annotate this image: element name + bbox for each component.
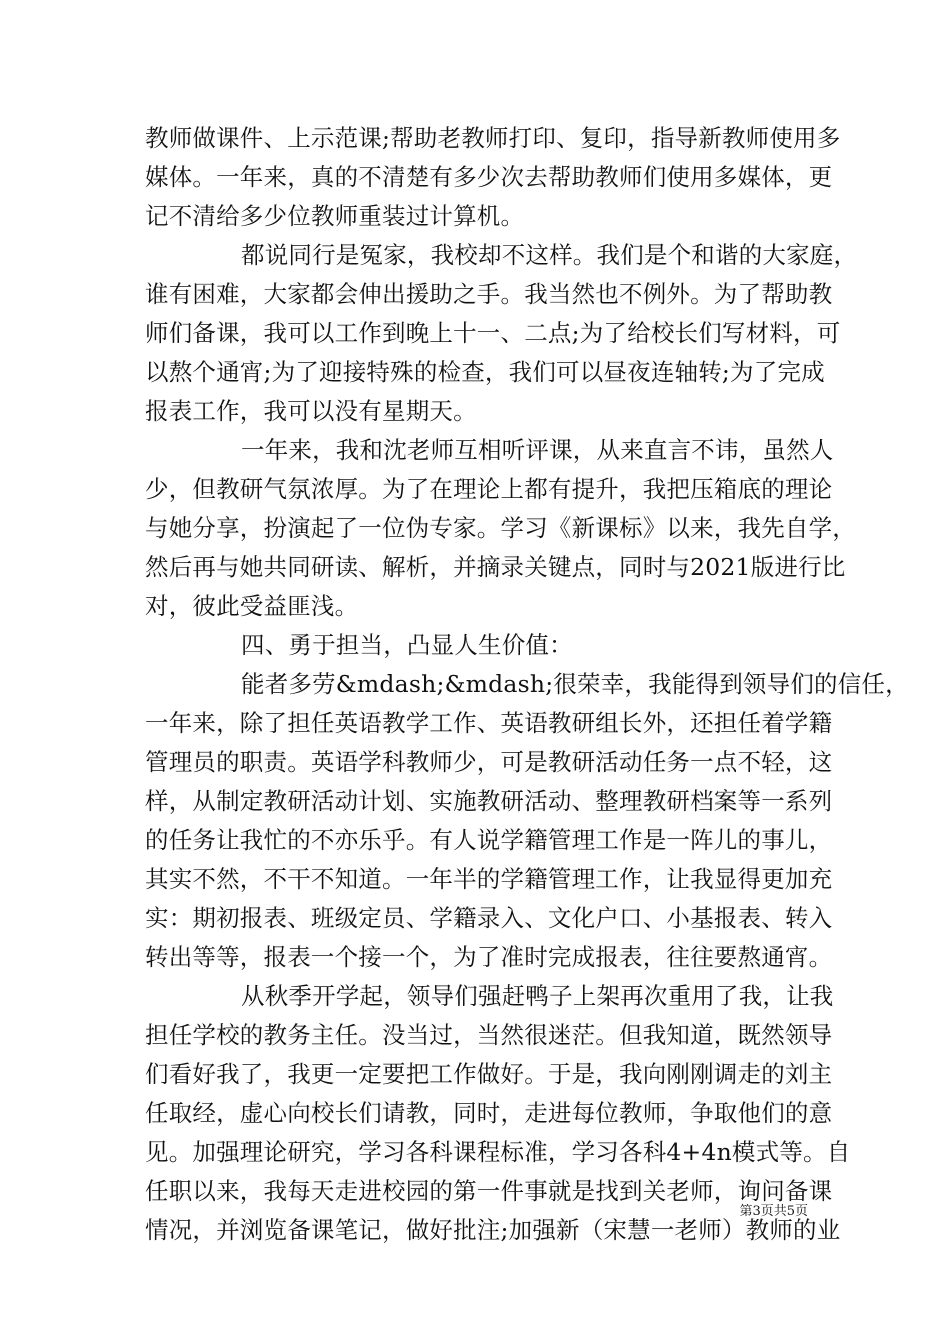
text-line: 其实不然，不干不知道。一年半的学籍管理工作，让我显得更加充: [145, 865, 833, 893]
text-line: 师们备课，我可以工作到晚上十一、二点;为了给校长们写材料，可: [145, 319, 841, 347]
text-line: 任职以来，我每天走进校园的第一件事就是找到关老师，询问备课: [145, 1177, 833, 1205]
text-line: 教师做课件、上示范课;帮助老教师打印、复印，指导新教师使用多: [145, 124, 841, 152]
text-line: 媒体。一年来，真的不清楚有多少次去帮助教师们使用多媒体，更: [145, 163, 833, 191]
text-line: 以熬个通宵;为了迎接特殊的检查，我们可以昼夜连轴转;为了完成: [145, 358, 825, 386]
text-line: 任取经，虚心向校长们请教，同时，走进每位教师，争取他们的意: [145, 1099, 833, 1127]
page-number-footer: 第3页共5页: [739, 1204, 808, 1219]
paragraph-start-line: 从秋季开学起，领导们强赶鸭子上架再次重用了我，让我: [241, 982, 834, 1010]
text-line: 一年来，除了担任英语教学工作、英语教研组长外，还担任着学籍: [145, 709, 833, 737]
text-line: 实：期初报表、班级定员、学籍录入、文化户口、小基报表、转入: [145, 904, 833, 932]
text-line: 样，从制定教研活动计划、实施教研活动、整理教研档案等一系列: [145, 787, 833, 815]
text-line: 对，彼此受益匪浅。: [145, 592, 359, 620]
section-heading: 四、勇于担当，凸显人生价值：: [241, 631, 573, 659]
text-line: 少，但教研气氛浓厚。为了在理论上都有提升，我把压箱底的理论: [145, 475, 833, 503]
paragraph-start-line: 能者多劳&mdash;&mdash;很荣幸，我能得到领导们的信任，: [241, 670, 909, 698]
paragraph-start-line: 都说同行是冤家，我校却不这样。我们是个和谐的大家庭，: [241, 241, 858, 269]
text-line: 的任务让我忙的不亦乐乎。有人说学籍管理工作是一阵儿的事儿，: [145, 826, 833, 854]
text-line: 担任学校的教务主任。没当过，当然很迷茫。但我知道，既然领导: [145, 1021, 833, 1049]
text-line: 见。加强理论研究，学习各科课程标准，学习各科4+4n模式等。自: [145, 1138, 851, 1166]
text-line: 报表工作，我可以没有星期天。: [145, 397, 477, 425]
paragraph-start-line: 一年来，我和沈老师互相听评课，从来直言不讳，虽然人: [241, 436, 834, 464]
text-line: 管理员的职责。英语学科教师少，可是教研活动任务一点不轻，这: [145, 748, 833, 776]
text-line: 谁有困难，大家都会伸出援助之手。我当然也不例外。为了帮助教: [145, 280, 833, 308]
text-line: 与她分享，扮演起了一位伪专家。学习《新课标》以来，我先自学，: [145, 514, 856, 542]
text-line: 转出等等，报表一个接一个，为了准时完成报表，往往要熬通宵。: [145, 943, 833, 971]
text-line: 们看好我了，我更一定要把工作做好。于是，我向刚刚调走的刘主: [145, 1060, 833, 1088]
text-line: 然后再与她共同研读、解析，并摘录关键点，同时与2021版进行比: [145, 553, 846, 581]
text-line: 记不清给多少位教师重装过计算机。: [145, 202, 525, 230]
text-line: 情况，并浏览备课笔记，做好批注;加强新（宋慧一老师）教师的业: [145, 1216, 841, 1244]
